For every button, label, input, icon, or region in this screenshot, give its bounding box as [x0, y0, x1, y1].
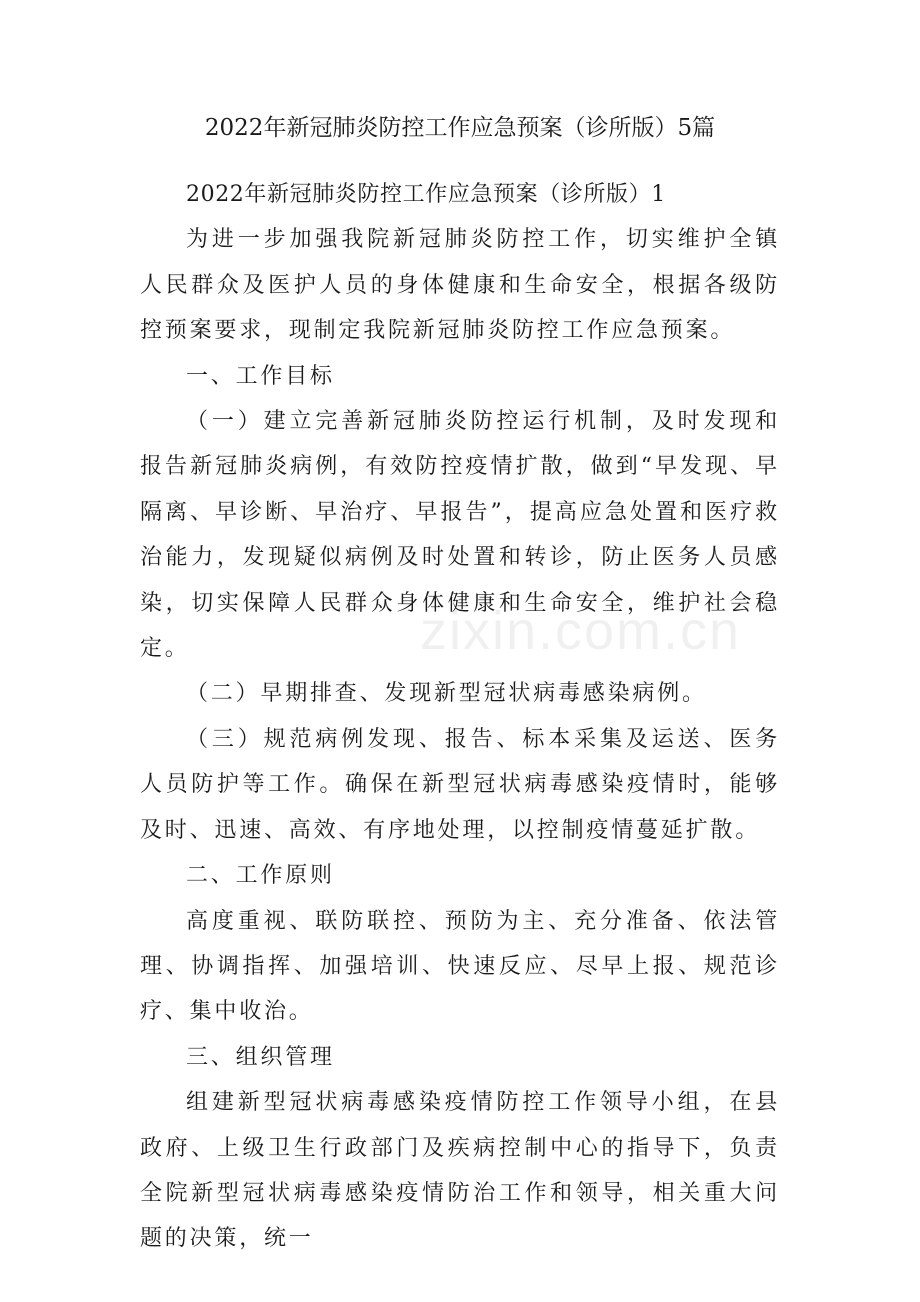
- goal-item-2: （二）早期排查、发现新型冠状病毒感染病例。: [186, 681, 707, 707]
- intro-paragraph: 为进一步加强我院新冠肺炎防控工作，切实维护全镇人民群众及医护人员的身体健康和生命安全，根据各级防控预案要求，现制定我院新冠肺炎防控工作应急预案。: [140, 227, 780, 344]
- goal-item-1: （一）建立完善新冠肺炎防控运行机制，及时发现和报告新冠肺炎病例，有效防控疫情扩散，做到“早发现、早隔离、早诊断、早治疗、早报告”，提高应急处置和医疗救治能力，发现疑似病例及时处置和转诊，防止医务人员感染，切实保障人民群众身体健康和生命安全，维护社会稳定。: [140, 409, 780, 662]
- heading-work-goals: 一、工作目标: [186, 363, 335, 389]
- principles-paragraph: 高度重视、联防联控、预防为主、充分准备、依法管理、协调指挥、加强培训、快速反应、尽早上报、规范诊疗、集中收治。: [140, 908, 780, 1025]
- document-title: 2022年新冠肺炎防控工作应急预案（诊所版）5篇: [204, 115, 716, 141]
- document-body: [140, 172, 780, 1262]
- watermark: zixin.com.cn: [420, 601, 742, 661]
- heading-organization: 三、组织管理: [186, 1044, 335, 1070]
- section-subtitle: 2022年新冠肺炎防控工作应急预案（诊所版）1: [186, 182, 666, 207]
- organization-paragraph: 组建新型冠状病毒感染疫情防控工作领导小组，在县政府、上级卫生行政部门及疾病控制中心的指导下，负责全院新型冠状病毒感染疫情防治工作和领导，相关重大问题的决策，统一: [140, 1090, 780, 1252]
- goal-item-3: （三）规范病例发现、报告、标本采集及运送、医务人员防护等工作。确保在新型冠状病毒感染疫情时，能够及时、迅速、高效、有序地处理，以控制疫情蔓延扩散。: [140, 726, 780, 843]
- heading-work-principles: 二、工作原则: [186, 863, 335, 889]
